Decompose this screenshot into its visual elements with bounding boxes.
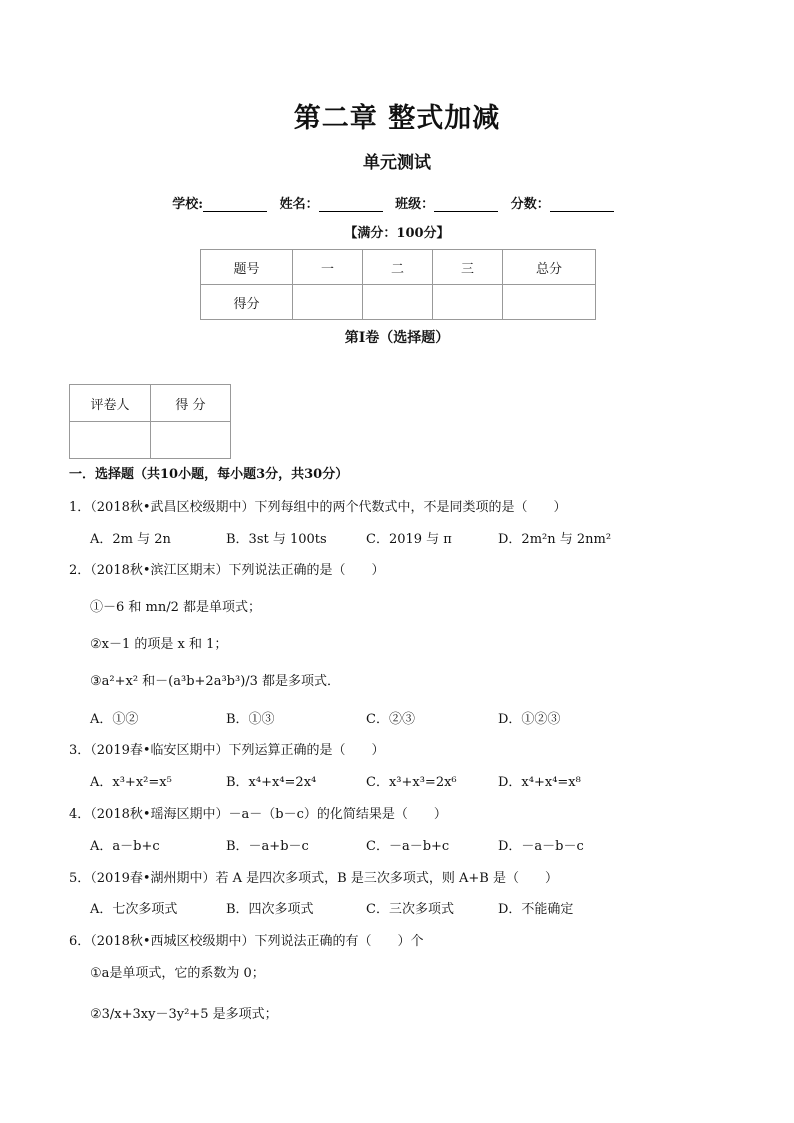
score-cell[interactable] (293, 285, 363, 320)
score-header-cell: 题号 (201, 250, 293, 285)
option-b[interactable]: B．3st 与 100ts (226, 532, 327, 547)
question-2-statement-3: ③a²+x² 和－(a³b+2a³b³)/3 都是多项式． (90, 674, 341, 689)
question-2-statement-2: ②x－1 的项是 x 和 1； (90, 637, 228, 652)
score-header-cell: 总分 (503, 250, 596, 285)
question-5-stem: 5．（2019春•湖州期中）若 A 是四次多项式，B 是三次多项式，则 A+B 是（ ） (69, 871, 558, 886)
option-a[interactable]: A．①② (90, 712, 139, 727)
score-cell[interactable] (433, 285, 503, 320)
grader-score-label: 得 分 (151, 385, 231, 422)
question-4-stem: 4．（2018秋•瑶海区期中）－a－（b－c）的化简结果是（ ） (69, 807, 447, 822)
option-d[interactable]: D．2m²n 与 2nm² (498, 532, 612, 547)
option-b[interactable]: B．－a+b－c (226, 839, 309, 854)
question-2-statement-1: ①－6 和 mn/2 都是单项式； (90, 600, 262, 615)
grader-header-row (70, 385, 231, 422)
question-6-statement-1: ①a是单项式，它的系数为 0； (90, 966, 265, 981)
reviewer-label: 评卷人 (70, 385, 151, 422)
school-blank (203, 197, 267, 212)
option-c[interactable]: C．2019 与 π (366, 532, 452, 547)
grader-score-cell[interactable] (151, 422, 231, 459)
name-label: 姓名： (279, 197, 319, 212)
school-label: 学校: (172, 197, 204, 212)
option-a[interactable]: A．2m 与 2n (90, 532, 171, 547)
score-header-cell: 一 (293, 250, 363, 285)
option-b[interactable]: B．x⁴+x⁴=2x⁴ (226, 775, 317, 790)
question-6-stem: 6．（2018秋•西城区校级期中）下列说法正确的有（ ）个 (69, 934, 424, 949)
score-table (200, 249, 596, 320)
document-subtitle: 单元测试 (363, 153, 431, 173)
question-2-stem: 2．（2018秋•滨江区期末）下列说法正确的是（ ） (69, 563, 385, 578)
question-6-statement-2: ②3/x+3xy－3y²+5 是多项式； (90, 1007, 278, 1022)
question-3-stem: 3．（2019春•临安区期中）下列运算正确的是（ ） (69, 743, 385, 758)
score-row-label: 得分 (201, 285, 293, 320)
option-c[interactable]: C．x³+x³=2x⁶ (366, 775, 457, 790)
score-blank (550, 197, 614, 212)
score-cell[interactable] (363, 285, 433, 320)
section-title: 一．选择题（共10小题，每小题3分，共30分） (69, 467, 349, 482)
option-c[interactable]: C．三次多项式 (366, 902, 454, 917)
full-score: 【满分：100分】 (344, 226, 450, 241)
option-b[interactable]: B．四次多项式 (226, 902, 314, 917)
option-d[interactable]: D．①②③ (498, 712, 561, 727)
option-a[interactable]: A．a－b+c (90, 839, 160, 854)
score-cell[interactable] (503, 285, 596, 320)
score-header-cell: 三 (433, 250, 503, 285)
score-table-header-row (201, 250, 596, 285)
option-d[interactable]: D．不能确定 (498, 902, 574, 917)
option-c[interactable]: C．②③ (366, 712, 415, 727)
grader-value-row (70, 422, 231, 459)
option-d[interactable]: D．－a－b－c (498, 839, 584, 854)
option-a[interactable]: A．x³+x²=x⁵ (90, 775, 172, 790)
option-b[interactable]: B．①③ (226, 712, 275, 727)
student-info-line (0, 193, 794, 212)
option-d[interactable]: D．x⁴+x⁴=x⁸ (498, 775, 581, 790)
option-c[interactable]: C．－a－b+c (366, 839, 450, 854)
score-table-score-row (201, 285, 596, 320)
part-title: 第Ⅰ卷（选择题） (344, 330, 450, 346)
class-blank (434, 197, 498, 212)
question-1-stem: 1．（2018秋•武昌区校级期中）下列每组中的两个代数式中，不是同类项的是（ ） (69, 500, 567, 515)
name-blank (319, 197, 383, 212)
document-title: 第二章 整式加减 (293, 103, 501, 134)
class-label: 班级： (395, 197, 435, 212)
grader-table (69, 384, 231, 459)
reviewer-cell[interactable] (70, 422, 151, 459)
score-header-cell: 二 (363, 250, 433, 285)
score-label: 分数： (510, 197, 550, 212)
option-a[interactable]: A．七次多项式 (90, 902, 178, 917)
